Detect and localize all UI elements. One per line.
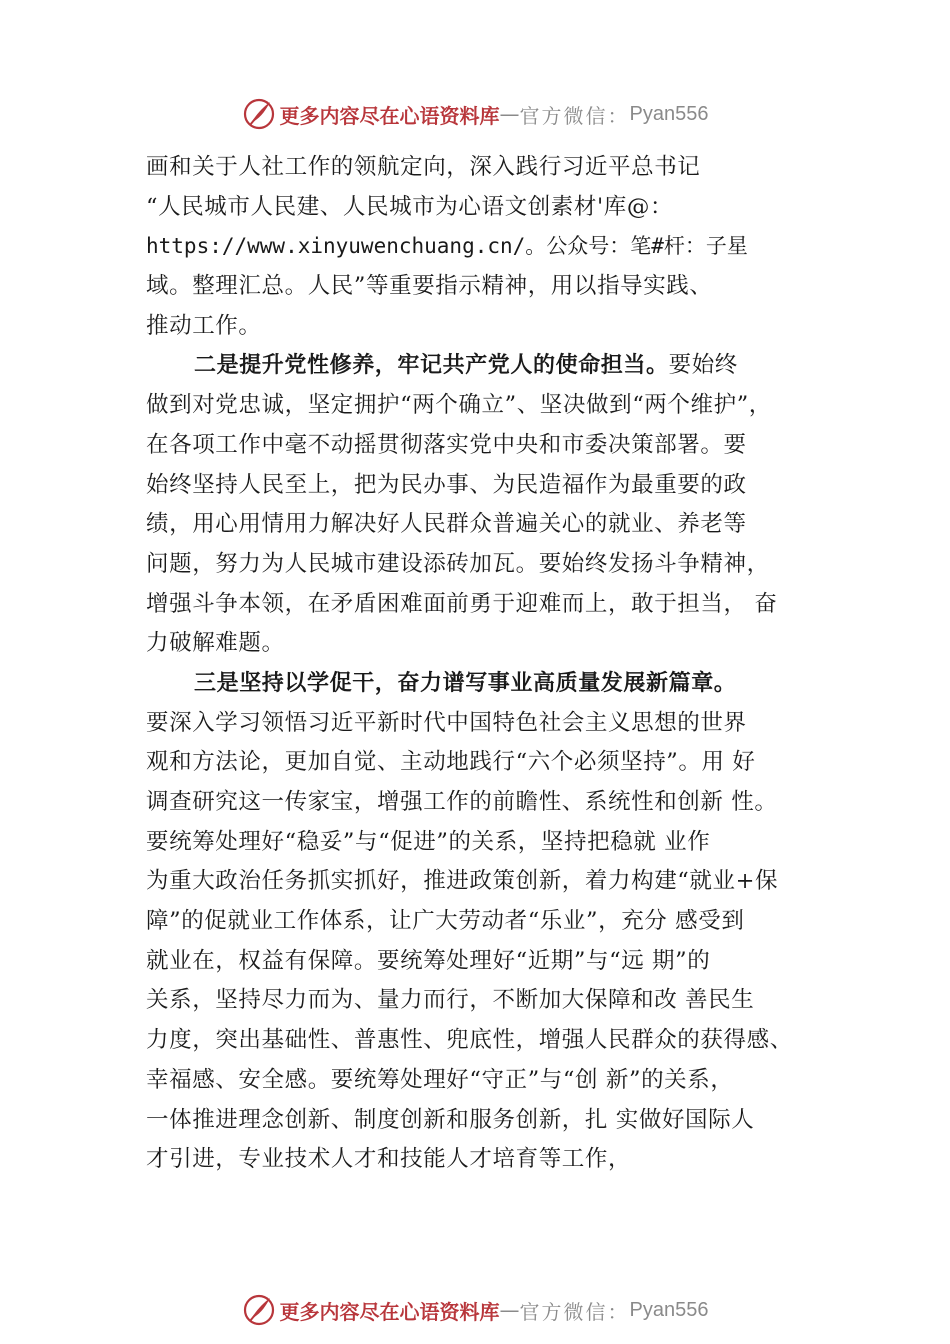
- text-line: 域。整理汇总。人民”等重要指示精神，用以指导实践、: [146, 273, 713, 300]
- header-wechat-label: 官方微信：: [519, 103, 630, 128]
- text-line: 在各项工作中毫不动摇贯彻落实党中央和市委决策部署。要: [146, 431, 747, 458]
- header-separator: —: [499, 102, 520, 126]
- header-brand: 更多内容尽在心语资料库: [279, 103, 500, 128]
- text-line: 调查研究这一传家宝，增强工作的前瞻性、系统性和创新 性。: [146, 789, 778, 815]
- text-line: 画和关于人社工作的领航定向，深入践行习近平总书记: [146, 154, 701, 180]
- feather-pen-logo-icon: [242, 1293, 276, 1327]
- text-line: 力度，突出基础性、普惠性、兜底性，增强人民群众的获得感、: [146, 1027, 793, 1054]
- footer-separator: —: [499, 1298, 520, 1322]
- text-line: 绩，用心用情用力解决好人民群众普遍关心的就业、养老等: [146, 511, 747, 538]
- footer-banner: [0, 1290, 950, 1330]
- text-line: 观和方法论，更加自觉、主动地践行“六个必须坚持”。用 好: [146, 749, 756, 776]
- text-line: 一体推进理念创新、制度创新和服务创新，扎 实做好国际人: [146, 1106, 755, 1133]
- text-line: 推动工作。: [146, 312, 262, 339]
- text-span: 要始终: [668, 352, 738, 379]
- text-line: “人民城市人民建、人民城市为心语文创素材'库@：: [146, 193, 674, 220]
- text-line-url: https://www.xinyuwenchuang.cn/。公众号：笔#杆：子星: [146, 234, 748, 259]
- footer-wechat-id: Pyan556: [629, 1298, 709, 1321]
- text-line: 关系，坚持尽力而为、量力而行，不断加大保障和改 善民生: [146, 987, 755, 1014]
- footer-brand: 更多内容尽在心语资料库: [279, 1299, 500, 1324]
- text-line: 幸福感、安全感。要统筹处理好“守正”与“创 新”的关系，: [146, 1066, 734, 1093]
- text-line: 障”的促就业工作体系，让广大劳动者“乐业”，充分 感受到: [146, 908, 745, 935]
- document-body: [146, 148, 846, 1180]
- text-line: 做到对党忠诚，坚定拥护“两个确立”、坚决做到“两个维护”，: [146, 392, 772, 419]
- text-line: 就业在，权益有保障。要统筹处理好“近期”与“远 期”的: [146, 947, 711, 974]
- text-line: 才引进，专业技术人才和技能人才培育等工作，: [146, 1146, 632, 1173]
- text-line: 问题，努力为人民城市建设添砖加瓦。要始终发扬斗争精神，: [146, 550, 770, 577]
- text-line: 始终坚持人民至上，把为民办事、为民造福作为最重要的政: [146, 471, 747, 498]
- section-three-first-line: [146, 664, 846, 704]
- feather-pen-logo-icon: [242, 97, 276, 131]
- header-wechat-id: Pyan556: [629, 102, 709, 125]
- footer-wechat-label: 官方微信：: [519, 1299, 630, 1324]
- text-line: 要深入学习领悟习近平新时代中国特色社会主义思想的世界: [146, 709, 747, 736]
- header-banner: [0, 94, 950, 134]
- text-line: 增强斗争本领，在矛盾困难面前勇于迎难而上，敢于担当， 奋: [146, 590, 778, 617]
- text-line: 为重大政治任务抓实抓好，推进政策创新，着力构建“就业+保: [146, 868, 779, 895]
- text-line: 要统筹处理好“稳妥”与“促进”的关系，坚持把稳就 业作: [146, 828, 711, 855]
- text-line: 力破解难题。: [146, 630, 285, 657]
- section-two-heading: 二是提升党性修养，牢记共产党人的使命担当。: [194, 353, 669, 379]
- section-two-first-line: [146, 346, 846, 386]
- section-three-heading: 三是坚持以学促干，奋力谱写事业高质量发展新篇章。: [194, 670, 737, 696]
